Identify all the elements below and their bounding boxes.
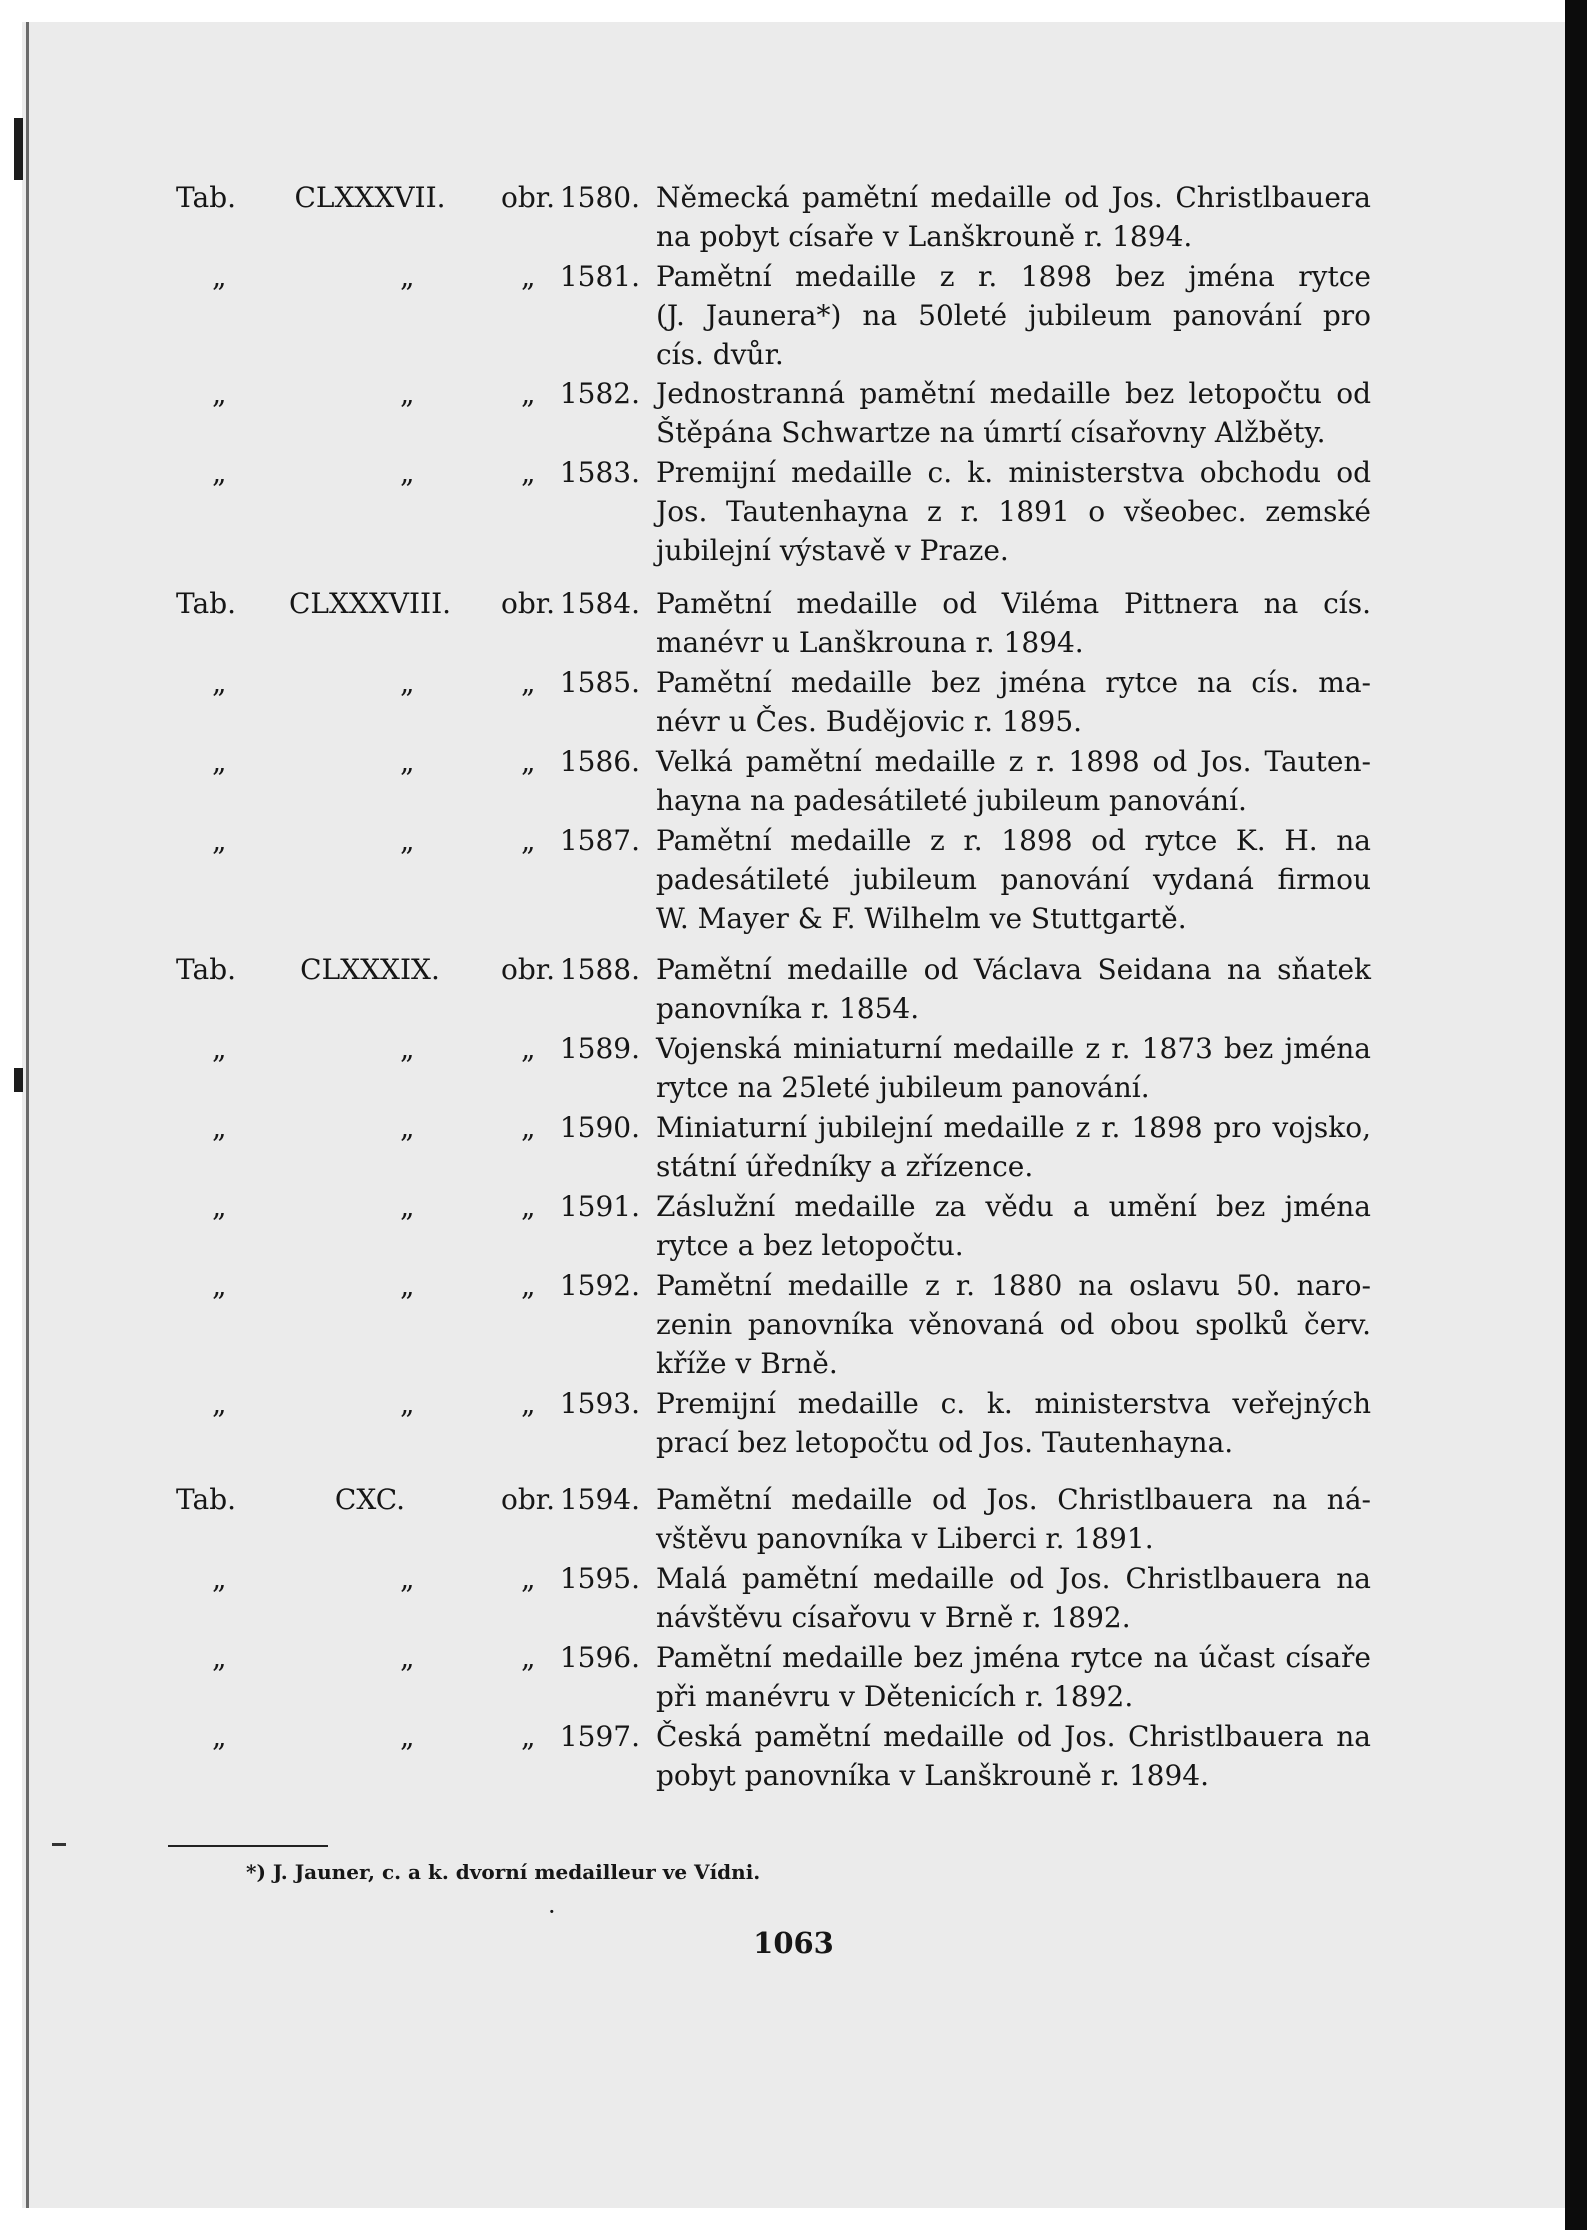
plate-label: Tab. (176, 587, 237, 620)
entry-description-line: Vojenská miniaturní medaille z r. 1873 bez jména (656, 1032, 1371, 1065)
entry-description-line: névr u Čes. Budějovic r. 1895. (656, 705, 1083, 738)
page-number: 1063 (753, 1926, 834, 1960)
entry-description-line: W. Mayer & F. Wilhelm ve Stuttgartě. (656, 902, 1187, 935)
entry-description-line: Premijní medaille c. k. ministerstva veřejných (656, 1387, 1371, 1420)
plate-label: Tab. (176, 181, 237, 214)
ditto-mark: „ (212, 260, 227, 293)
entry-description-line: Velká pamětní medaille z r. 1898 od Jos. Tauten- (656, 745, 1371, 778)
margin-mark (52, 1843, 66, 1846)
entry-description-line: pobyt panovníka v Lanškrouně r. 1894. (656, 1759, 1209, 1792)
entry-description-line: zenin panovníka věnovaná od obou spolků červ. (656, 1308, 1371, 1341)
figure-number: 1591. (559, 1190, 640, 1223)
ditto-mark: „ (212, 377, 227, 410)
figure-number: 1588. (559, 953, 640, 986)
page-dot: · (548, 1898, 556, 1926)
entry-description-line: na pobyt císaře v Lanškrouně r. 1894. (656, 220, 1193, 253)
ditto-mark: „ (400, 260, 415, 293)
footnote: *) J. Jauner, c. a k. dvorní medailleur ve Vídni. (246, 1860, 761, 1884)
entry-description-line: Pamětní medaille od Jos. Christlbauera na ná- (656, 1483, 1371, 1516)
plate-roman-numeral: CLXXXIX. (300, 953, 440, 986)
entry-description-line: (J. Jaunera*) na 50leté jubileum panování pro (656, 299, 1371, 332)
entry-description-line: rytce na 25leté jubileum panování. (656, 1071, 1150, 1104)
ditto-mark: „ (400, 377, 415, 410)
figure-number: 1581. (559, 260, 640, 293)
ditto-mark: „ (521, 456, 536, 489)
entry-description-line: panovníka r. 1854. (656, 992, 920, 1025)
ditto-mark: „ (400, 1269, 415, 1302)
ditto-mark: „ (521, 260, 536, 293)
binding-mark (14, 118, 23, 180)
plate-label: Tab. (176, 1483, 237, 1516)
entry-description-line: manévr u Lanškrouna r. 1894. (656, 626, 1084, 659)
ditto-mark: „ (212, 1190, 227, 1223)
entry-description-line: prací bez letopočtu od Jos. Tautenhayna. (656, 1426, 1234, 1459)
figure-number: 1584. (559, 587, 640, 620)
entry-description-line: Pamětní medaille od Václava Seidana na sňatek (656, 953, 1371, 986)
ditto-mark: „ (521, 377, 536, 410)
entry-description-line: Pamětní medaille bez jména rytce na cís. ma- (656, 666, 1371, 699)
ditto-mark: „ (521, 1720, 536, 1753)
ditto-mark: „ (400, 1562, 415, 1595)
figure-number: 1593. (559, 1387, 640, 1420)
ditto-mark: „ (521, 1190, 536, 1223)
ditto-mark: „ (212, 1111, 227, 1144)
entry-description-line: Pamětní medaille z r. 1898 bez jména rytce (656, 260, 1371, 293)
figure-number: 1589. (559, 1032, 640, 1065)
entry-description-line: rytce a bez letopočtu. (656, 1229, 964, 1262)
entry-description-line: při manévru v Dětenicích r. 1892. (656, 1680, 1134, 1713)
figure-number: 1595. (559, 1562, 640, 1595)
figure-label: obr. (501, 953, 555, 986)
ditto-mark: „ (212, 824, 227, 857)
figure-number: 1594. (559, 1483, 640, 1516)
ditto-mark: „ (212, 1387, 227, 1420)
plate-roman-numeral: CLXXXVIII. (288, 587, 452, 620)
figure-number: 1582. (559, 377, 640, 410)
entry-description-line: vštěvu panovníka v Liberci r. 1891. (656, 1522, 1154, 1555)
ditto-mark: „ (521, 824, 536, 857)
entry-description-line: Malá pamětní medaille od Jos. Christlbauera na (656, 1562, 1371, 1595)
entry-description-line: státní úředníky a zřízence. (656, 1150, 1034, 1183)
ditto-mark: „ (521, 1641, 536, 1674)
ditto-mark: „ (400, 1720, 415, 1753)
plate-roman-numeral: CXC. (334, 1483, 406, 1516)
entry-description-line: hayna na padesátileté jubileum panování. (656, 784, 1247, 817)
entry-description-line: Německá pamětní medaille od Jos. Christlbauera (656, 181, 1371, 214)
entry-description-line: Jednostranná pamětní medaille bez letopočtu od (656, 377, 1371, 410)
entry-description-line: Pamětní medaille bez jména rytce na účast císaře (656, 1641, 1371, 1674)
ditto-mark: „ (212, 666, 227, 699)
ditto-mark: „ (212, 1562, 227, 1595)
ditto-mark: „ (400, 1032, 415, 1065)
plate-roman-numeral: CLXXXVII. (294, 181, 446, 214)
entry-description-line: cís. dvůr. (656, 338, 784, 371)
entry-description-line: jubilejní výstavě v Praze. (656, 534, 1009, 567)
figure-number: 1597. (559, 1720, 640, 1753)
entry-description-line: Pamětní medaille od Viléma Pittnera na cís. (656, 587, 1371, 620)
ditto-mark: „ (521, 1032, 536, 1065)
ditto-mark: „ (521, 1111, 536, 1144)
binding-mark (14, 1068, 23, 1092)
ditto-mark: „ (521, 745, 536, 778)
entry-description-line: Jos. Tautenhayna z r. 1891 o všeobec. zemské (656, 495, 1371, 528)
ditto-mark: „ (212, 1720, 227, 1753)
ditto-mark: „ (212, 1641, 227, 1674)
figure-number: 1586. (559, 745, 640, 778)
ditto-mark: „ (400, 824, 415, 857)
figure-number: 1592. (559, 1269, 640, 1302)
ditto-mark: „ (400, 1111, 415, 1144)
entry-description-line: Pamětní medaille z r. 1880 na oslavu 50. naro- (656, 1269, 1371, 1302)
ditto-mark: „ (521, 1387, 536, 1420)
entry-description-line: návštěvu císařovu v Brně r. 1892. (656, 1601, 1131, 1634)
ditto-mark: „ (212, 1269, 227, 1302)
plate-label: Tab. (176, 953, 237, 986)
figure-label: obr. (501, 1483, 555, 1516)
figure-number: 1596. (559, 1641, 640, 1674)
entry-description-line: kříže v Brně. (656, 1347, 838, 1380)
ditto-mark: „ (521, 1562, 536, 1595)
figure-label: obr. (501, 587, 555, 620)
figure-number: 1580. (559, 181, 640, 214)
footnote-rule (168, 1845, 328, 1847)
ditto-mark: „ (212, 745, 227, 778)
entry-description-line: Premijní medaille c. k. ministerstva obchodu od (656, 456, 1371, 489)
entry-description-line: Pamětní medaille z r. 1898 od rytce K. H. na (656, 824, 1371, 857)
page-left-edge (26, 22, 29, 2208)
ditto-mark: „ (400, 1387, 415, 1420)
ditto-mark: „ (400, 666, 415, 699)
ditto-mark: „ (400, 1641, 415, 1674)
figure-number: 1590. (559, 1111, 640, 1144)
figure-label: obr. (501, 181, 555, 214)
entry-description-line: padesátileté jubileum panování vydaná firmou (656, 863, 1371, 896)
ditto-mark: „ (212, 456, 227, 489)
entry-description-line: Záslužní medaille za vědu a umění bez jména (656, 1190, 1371, 1223)
figure-number: 1583. (559, 456, 640, 489)
scan-border-right (1565, 0, 1587, 2230)
ditto-mark: „ (521, 666, 536, 699)
entry-description-line: Miniaturní jubilejní medaille z r. 1898 pro vojsko, (656, 1111, 1371, 1144)
ditto-mark: „ (212, 1032, 227, 1065)
figure-number: 1587. (559, 824, 640, 857)
ditto-mark: „ (400, 745, 415, 778)
ditto-mark: „ (400, 456, 415, 489)
figure-number: 1585. (559, 666, 640, 699)
entry-description-line: Štěpána Schwartze na úmrtí císařovny Alžběty. (656, 416, 1326, 449)
ditto-mark: „ (521, 1269, 536, 1302)
entry-description-line: Česká pamětní medaille od Jos. Christlbauera na (656, 1720, 1371, 1753)
ditto-mark: „ (400, 1190, 415, 1223)
